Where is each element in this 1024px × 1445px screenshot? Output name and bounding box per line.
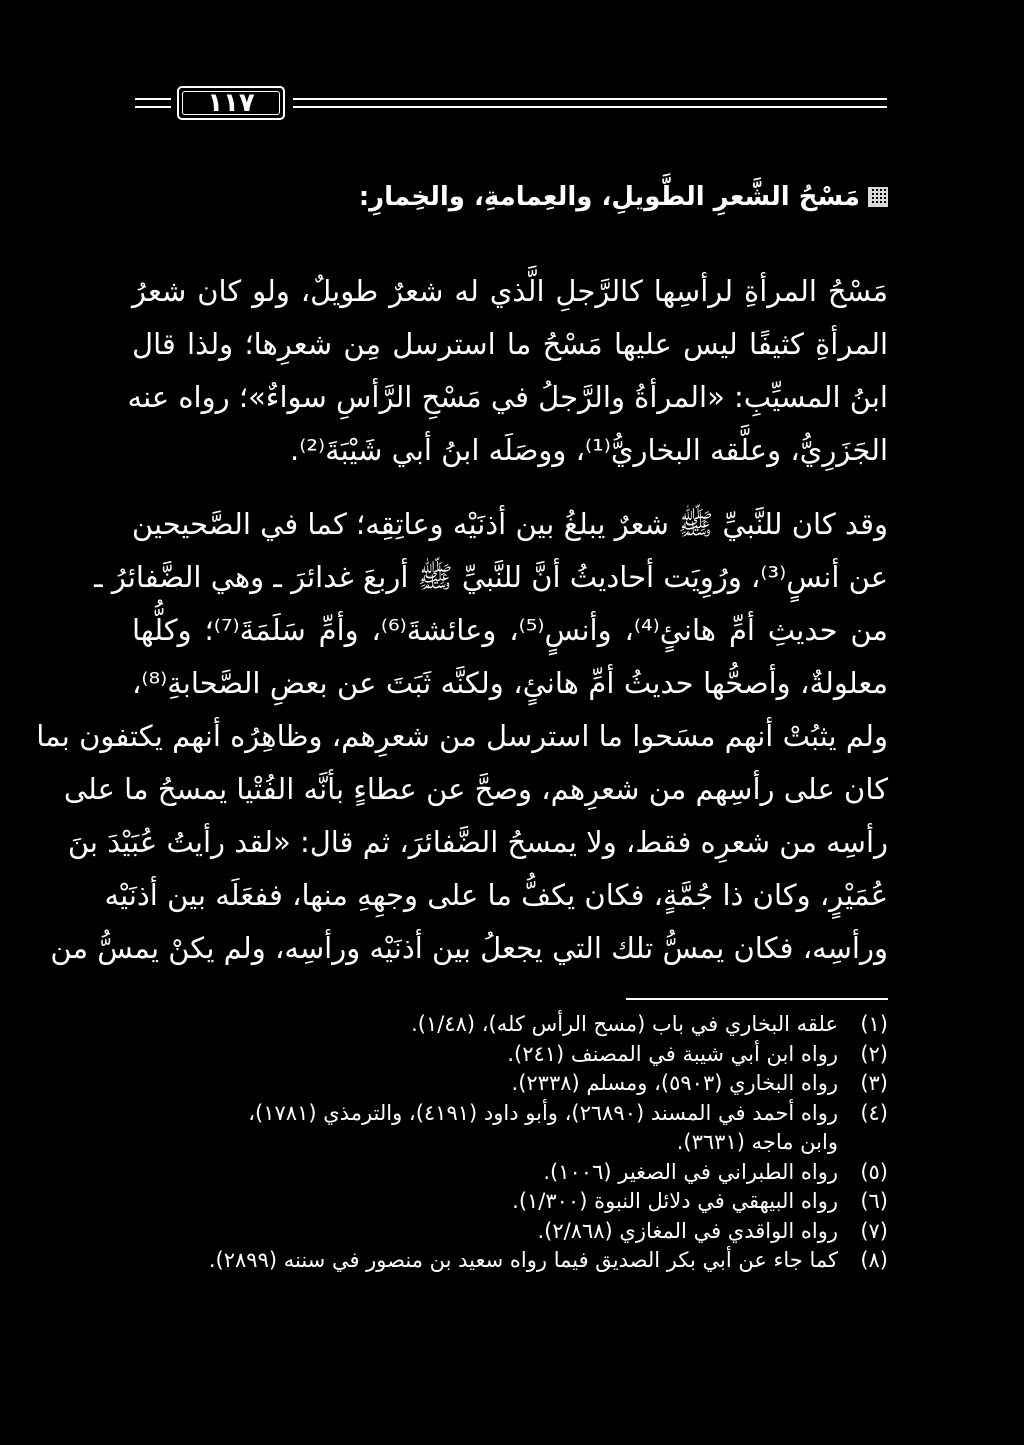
footnote-text: رواه ابن أبي شيبة في المصنف (٢٤١). — [507, 1041, 838, 1066]
header-rule-right-top — [293, 98, 887, 100]
paragraph-line: ورأسِه، فكان يمسُّ تلك التي يجعلُ بين أذنَيْه ورأسِه، ولم يكنْ يمسُّ من — [50, 931, 888, 965]
page-number-text: ١١٧ — [207, 88, 255, 118]
paragraph-line: رأسِه من شعرِه فقط، ولا يمسحُ الضَّفائرَ، ثم قال: «لقد رأيتُ عُبَيْدَ بنَ — [67, 825, 888, 859]
paragraph-line: مَسْحُ المرأةِ لرأسِها كالرَّجلِ الَّذي له شعرٌ طويلٌ، ولو كان شعرُ — [132, 274, 888, 308]
paragraph-line: عن أنسٍ⁽³⁾، ورُوِيَت أحاديثُ أنَّ للنَّبيِّ ﷺ أربعَ غدائرَ ـ وهي الضَّفائرُ ـ — [94, 560, 888, 594]
footnote — [132, 1189, 888, 1219]
footnote-number: (٤) — [860, 1100, 888, 1125]
paragraph-1 — [127, 265, 888, 477]
paragraph-line: ولم يثبُتْ أنهم مسَحوا ما استرسل من شعرِهم، وظاهِرُه أنهم يكتفون بما — [36, 719, 888, 753]
footnote-separator — [626, 998, 888, 1000]
paragraph-line: الجَزَرِيُّ، وعلَّقه البخاريُّ⁽¹⁾، ووصَلَه ابنُ أبي شَيْبَةَ⁽²⁾. — [289, 433, 888, 467]
footnote-text: رواه الطبراني في الصغير (١٠٠٦). — [543, 1159, 838, 1184]
footnote-continuation: وابن ماجه (٣٦٣١). — [676, 1130, 838, 1154]
header-rule-left-bottom — [135, 106, 171, 108]
footnote — [132, 1012, 888, 1042]
footnote-text: علقه البخاري في باب (مسح الرأس كله)، (١/٤٨). — [411, 1012, 838, 1036]
footnote — [132, 1101, 888, 1131]
footnote — [132, 1248, 888, 1278]
footnote-number: (٢) — [860, 1041, 888, 1066]
footnote-number: (٨) — [860, 1248, 888, 1272]
section-heading-text: مَسْحُ الشَّعرِ الطَّويلِ، والعِمامةِ، والخِمارِ: — [358, 182, 860, 212]
page-header — [135, 82, 887, 126]
footnotes — [132, 1012, 888, 1278]
paragraph-line: عُمَيْرٍ، وكان ذا جُمَّةٍ، فكان يكفُّ ما على وجهِهِ منها، ففعَلَه بين أذنَيْه — [104, 878, 888, 912]
footnote-text: كما جاء عن أبي بكر الصديق فيما رواه سعيد بن منصور في سننه (٢٨٩٩). — [208, 1248, 838, 1272]
footnote-number: (٧) — [860, 1218, 888, 1243]
header-rule-right-bottom — [293, 106, 887, 108]
paragraph-line: وقد كان للنَّبيِّ ﷺ شعرٌ يبلغُ بين أذنَيْه وعاتِقِه؛ كما في الصَّحيحين — [131, 507, 888, 541]
paragraph-line: من حديثِ أمِّ هانئٍ⁽⁴⁾، وأنسٍ⁽⁵⁾، وعائشةَ⁽⁶⁾، وأمِّ سَلَمَةَ⁽⁷⁾؛ وكلُّها — [132, 613, 888, 647]
footnote-number: (١) — [860, 1012, 888, 1036]
footnote — [132, 1219, 888, 1249]
header-rule-left-top — [135, 98, 171, 100]
section-heading — [132, 182, 888, 212]
footnote-text: رواه البيهقي في دلائل النبوة (١/٣٠٠). — [512, 1189, 838, 1213]
footnote-text: رواه الواقدي في المغازي (٢/٨٦٨). — [537, 1218, 838, 1243]
paragraph-line: ابنُ المسيِّبِ: «المرأةُ والرَّجلُ في مَسْحِ الرَّأسِ سواءٌ»؛ رواه عنه — [127, 380, 888, 414]
paragraph-line: معلولةٌ، وأصحُّها حديثُ أمِّ هانئٍ، ولكنَّه ثَبَتَ عن بعضِ الصَّحابةِ⁽⁸⁾، — [132, 666, 888, 700]
footnote-text: رواه أحمد في المسند (٢٦٨٩٠)، وأبو داود (٤١٩١)، والترمذي (١٧٨١)، — [248, 1100, 838, 1125]
page-number — [177, 86, 285, 120]
footnote — [132, 1071, 888, 1101]
footnote-number: (٥) — [860, 1159, 888, 1184]
footnote-number: (٦) — [860, 1189, 888, 1213]
footnote — [132, 1042, 888, 1072]
paragraph-2 — [36, 498, 888, 975]
paragraph-line: المرأةِ كثيفًا ليس عليها مَسْحُ ما استرسل مِن شعرِها؛ ولذا قال — [132, 327, 888, 361]
footnote-text: رواه البخاري (٥٩٠٣)، ومسلم (٢٣٣٨). — [511, 1071, 838, 1095]
ornament-icon — [868, 187, 888, 207]
footnote-number: (٣) — [860, 1071, 888, 1095]
footnote — [132, 1160, 888, 1190]
paragraph-line: كان على رأسِهم من شعرِهم، وصحَّ عن عطاءٍ بأنَّه الفُتْيا يمسحُ ما على — [63, 772, 888, 806]
